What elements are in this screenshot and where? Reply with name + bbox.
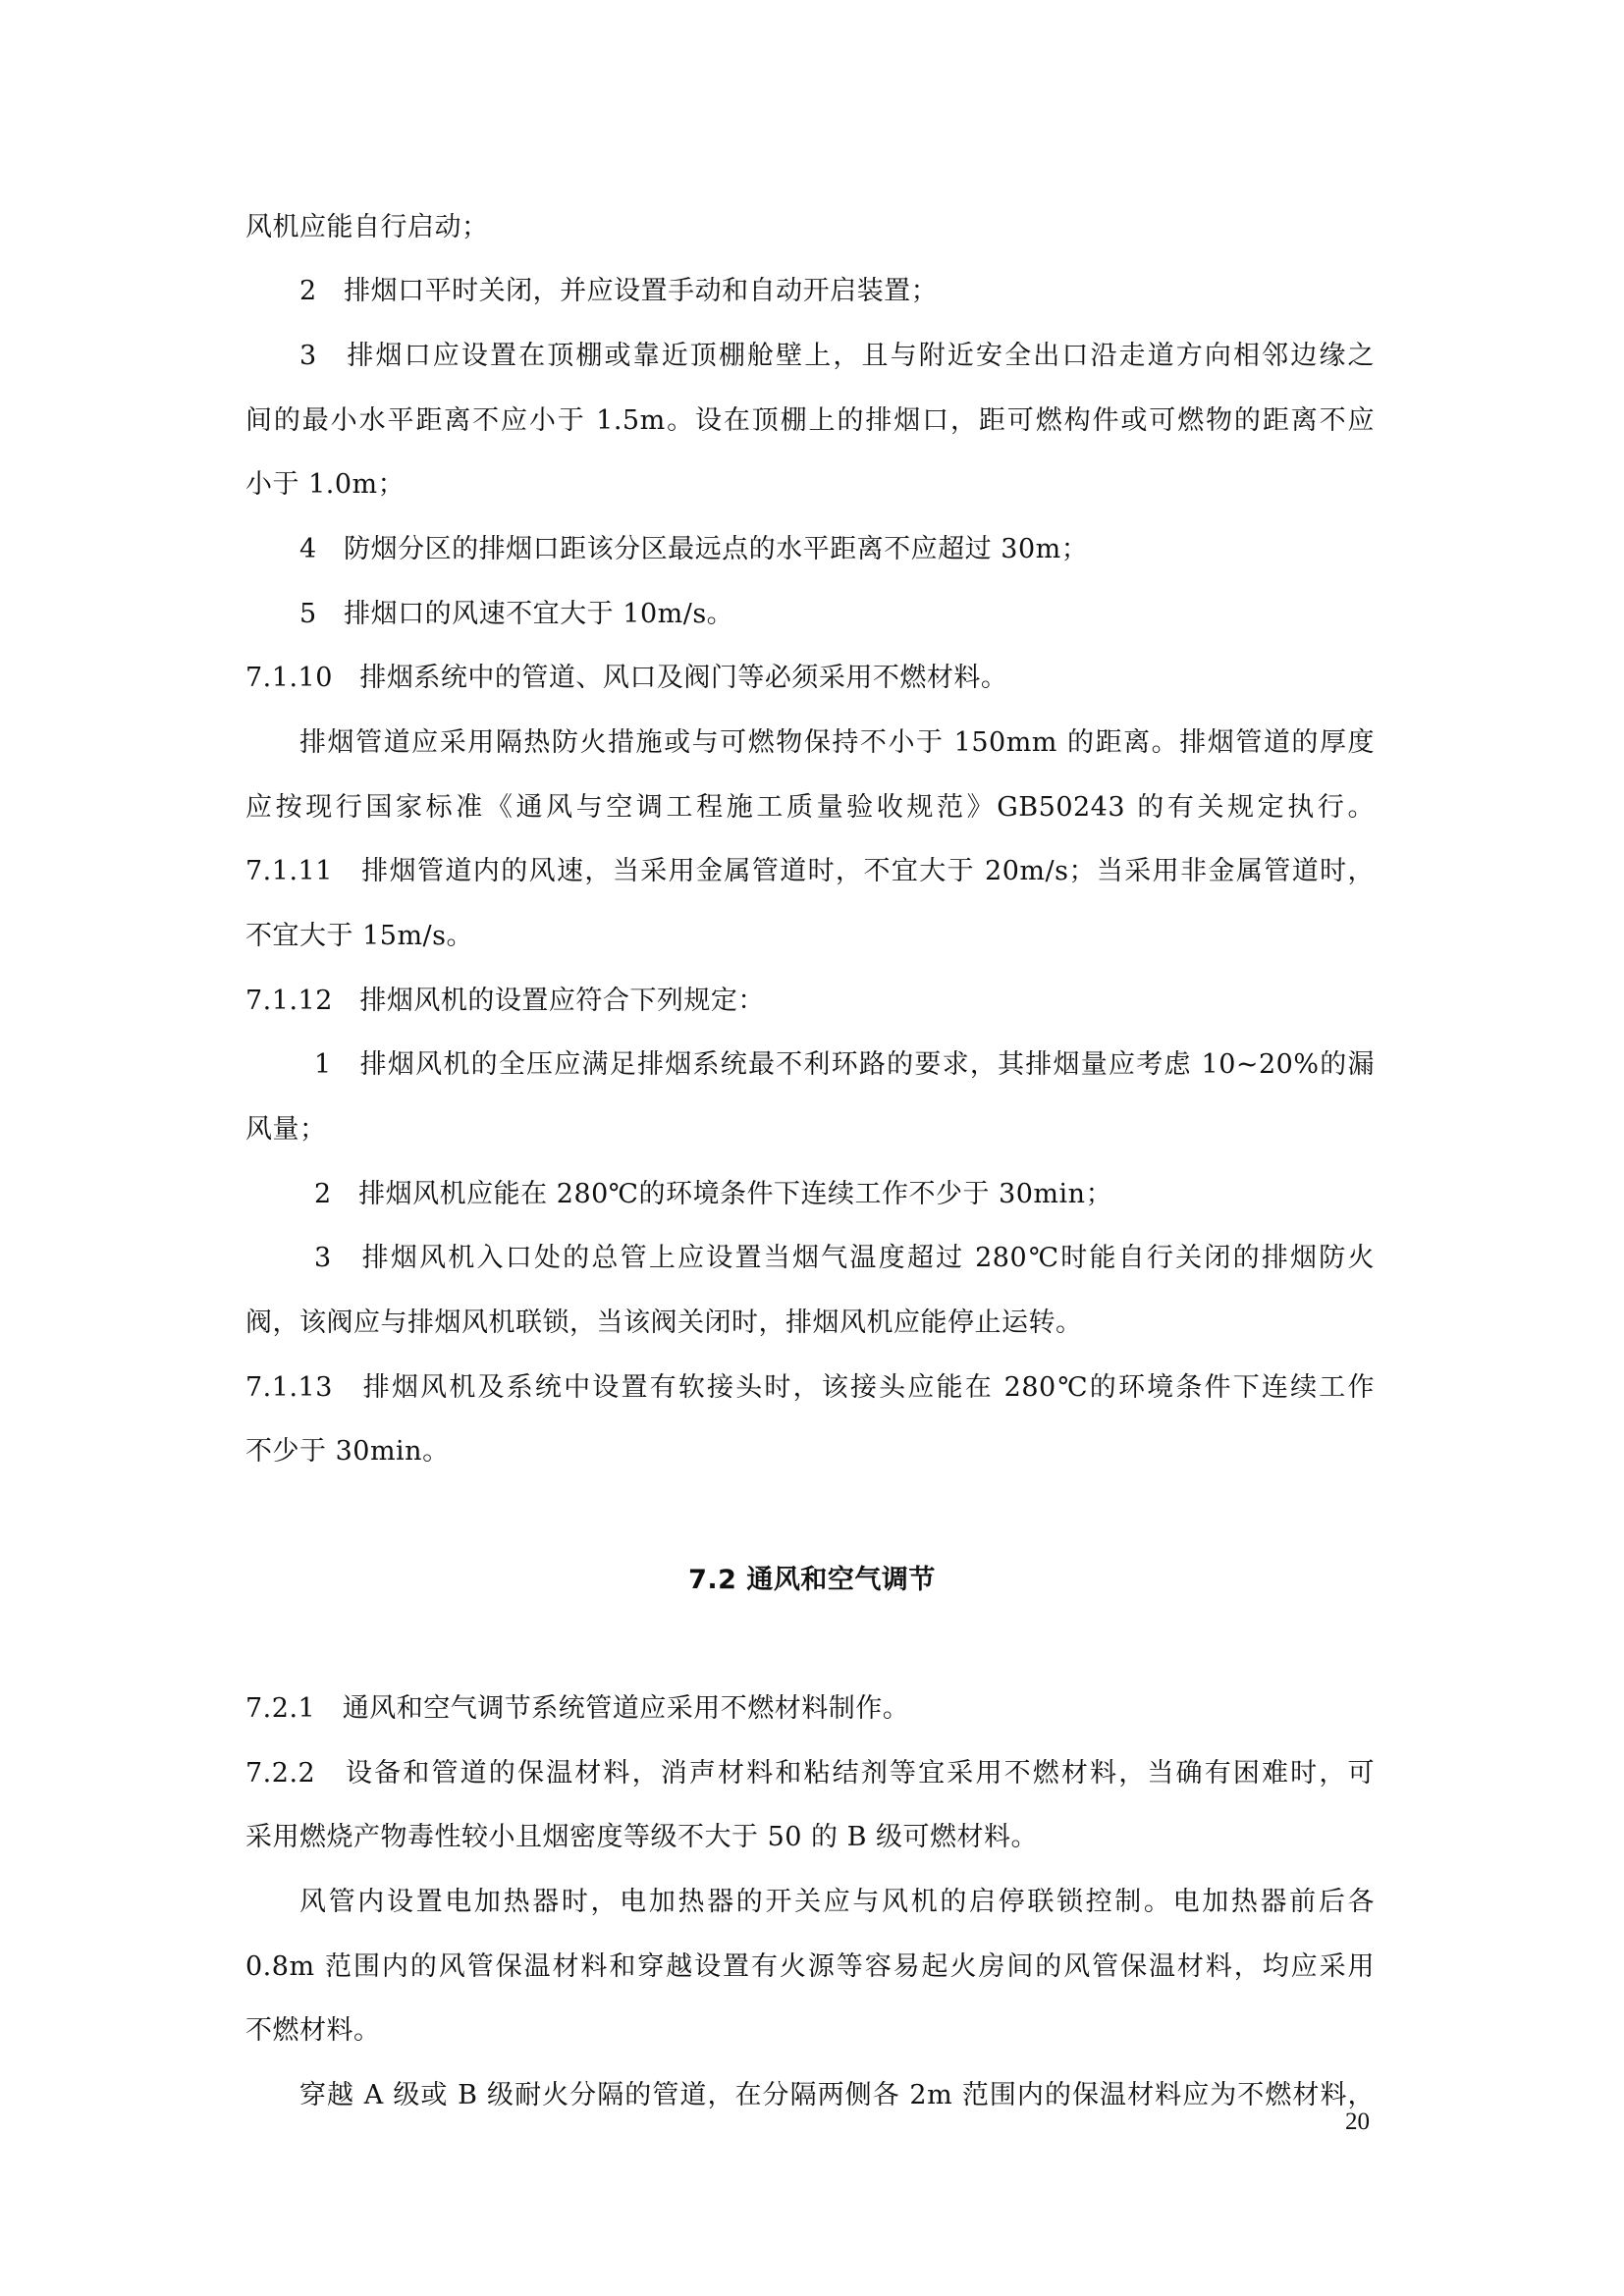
text-line: 不少于 30min。 — [245, 1436, 450, 1467]
text-line: 不燃材料。 — [245, 2015, 381, 2046]
text-line: 2 排烟风机应能在 280℃的环境条件下连续工作不少于 30min； — [314, 1179, 1113, 1209]
clause-7-2-2: 7.2.2 设备和管道的保温材料，消声材料和粘结剂等宜采用不燃材料，当确有困难时，可 — [245, 1758, 1375, 1789]
text-line: 采用燃烧产物毒性较小且烟密度等级不大于 50 的 B 级可燃材料。 — [245, 1822, 1039, 1852]
text-line: 穿越 A 级或 B 级耐火分隔的管道，在分隔两侧各 2m 范围内的保温材料应为不燃材料， — [299, 2080, 1375, 2110]
text-line: 风量； — [245, 1114, 327, 1145]
text-line: 3 排烟风机入口处的总管上应设置当烟气温度超过 280℃时能自行关闭的排烟防火 — [314, 1243, 1375, 1273]
clause-7-1-12: 7.1.12 排烟风机的设置应符合下列规定： — [245, 986, 765, 1016]
text-line: 风管内设置电加热器时，电加热器的开关应与风机的启停联锁控制。电加热器前后各 — [299, 1887, 1375, 1917]
text-line: 1 排烟风机的全压应满足排烟系统最不利环路的要求，其排烟量应考虑 10~20%的漏 — [314, 1049, 1375, 1080]
page-number: 20 — [1345, 2109, 1370, 2135]
text-line: 5 排烟口的风速不宜大于 10m/s。 — [299, 599, 734, 629]
text-line: 排烟管道应采用隔热防火措施或与可燃物保持不小于 150mm 的距离。排烟管道的厚度 — [299, 727, 1375, 758]
clause-7-2-1: 7.2.1 通风和空气调节系统管道应采用不燃材料制作。 — [245, 1693, 910, 1724]
clause-7-1-11: 7.1.11 排烟管道内的风速，当采用金属管道时，不宜大于 20m/s；当采用非金属管道时， — [245, 856, 1375, 886]
text-line: 阀，该阀应与排烟风机联锁，当该阀关闭时，排烟风机应能停止运转。 — [245, 1308, 1083, 1338]
text-line: 风机应能自行启动； — [245, 212, 489, 242]
text-line: 2 排烟口平时关闭，并应设置手动和自动开启装置； — [299, 276, 939, 306]
text-line: 不宜大于 15m/s。 — [245, 921, 473, 951]
clause-7-1-13: 7.1.13 排烟风机及系统中设置有软接头时，该接头应能在 280℃的环境条件下连续工作 — [245, 1372, 1375, 1403]
clause-7-1-10: 7.1.10 排烟系统中的管道、风口及阀门等必须采用不燃材料。 — [245, 663, 1008, 693]
text-line: 4 防烟分区的排烟口距该分区最远点的水平距离不应超过 30m； — [299, 534, 1089, 564]
text-line: 应按现行国家标准《通风与空调工程施工质量验收规范》GB50243 的有关规定执行。 — [245, 792, 1375, 823]
text-line: 小于 1.0m； — [245, 469, 406, 500]
text-line: 3 排烟口应设置在顶棚或靠近顶棚舱壁上，且与附近安全出口沿走道方向相邻边缘之 — [299, 341, 1375, 371]
section-heading: 7.2 通风和空气调节 — [688, 1565, 936, 1595]
text-line: 0.8m 范围内的风管保温材料和穿越设置有火源等容易起火房间的风管保温材料，均应采用 — [245, 1951, 1375, 1982]
text-line: 间的最小水平距离不应小于 1.5m。设在顶棚上的排烟口，距可燃构件或可燃物的距离不应 — [245, 405, 1375, 436]
